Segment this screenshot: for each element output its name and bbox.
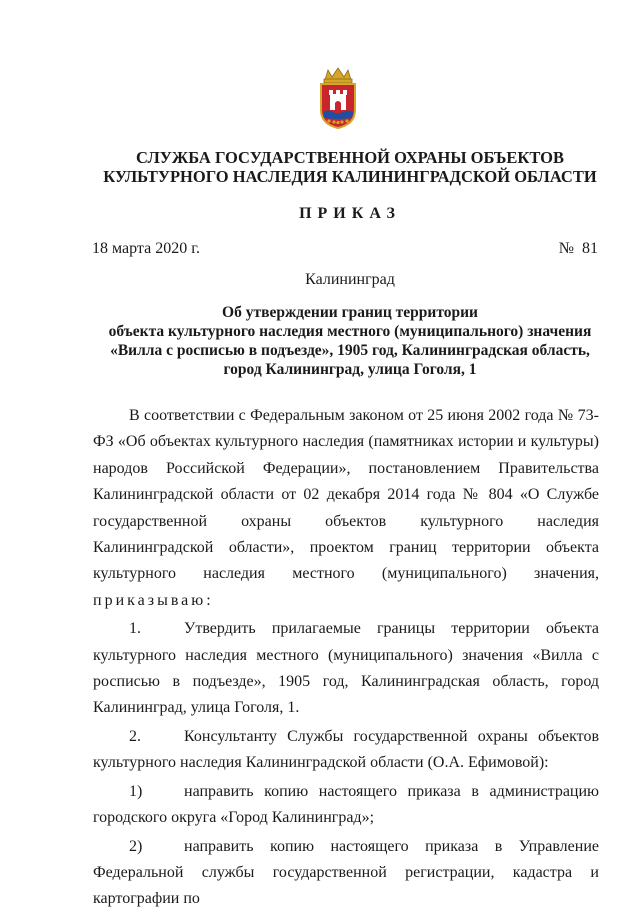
- item-2-number: 2.: [129, 727, 141, 745]
- subitem-2-text: направить копию настоящего приказа в Управление Федеральной службы государственной регистрации, кадастра и картографии по: [93, 837, 599, 908]
- subitem-1-number: 1): [129, 782, 143, 800]
- subject-line1: Об утверждении границ территории: [222, 304, 478, 321]
- city: Калининград: [305, 271, 395, 288]
- document-type: ПРИКАЗ: [299, 205, 401, 222]
- subject-line3: «Вилла с росписью в подъезде», 1905 год, Калининградская область,: [110, 342, 590, 359]
- order-body: [93, 403, 599, 913]
- number-value: 81: [582, 240, 598, 257]
- subitem-2: [93, 834, 599, 913]
- subitem-1-text: направить копию настоящего приказа в администрацию городского округа «Город Калининград»;: [93, 782, 599, 827]
- item-2: [93, 724, 599, 777]
- organization-title-line1: СЛУЖБА ГОСУДАРСТВЕННОЙ ОХРАНЫ ОБЪЕКТОВ: [135, 148, 564, 167]
- organization-title-line2: КУЛЬТУРНОГО НАСЛЕДИЯ КАЛИНИНГРАДСКОЙ ОБЛАСТИ: [103, 167, 597, 186]
- order-date: 18 марта 2020 г.: [92, 240, 200, 257]
- item-1-number: 1.: [129, 620, 141, 638]
- organization-title: [60, 148, 640, 186]
- number-sign: №: [558, 240, 574, 257]
- preamble-text: В соответствии с Федеральным законом от 25 июня 2002 года № 73-ФЗ «Об объектах культурного наследия (памятниках истории и культуры) народов Российской Федерации», постановлением Правительства Калининградской области от 02 декабря 2014 года № 804 «О Службе государственной охраны объектов культурного наследия Калининградской области», проектом границ территории объекта культурного наследия местного (муниципального) значения,: [93, 407, 599, 583]
- subject-line4: город Калининград, улица Гоголя, 1: [223, 361, 477, 378]
- order-number: [559, 240, 598, 258]
- item-2-text: Консультанту Службы государственной охраны объектов культурного наследия Калининградской области (О.А. Ефимовой):: [93, 727, 599, 772]
- item-1: [93, 616, 599, 722]
- item-1-text: Утвердить прилагаемые границы территории объекта культурного наследия местного (муниципального) значения «Вилла с росписью в подъезде», 1905 год, Калининградская область, город Калининград, улица Гоголя, 1.: [93, 620, 599, 717]
- order-subject: [60, 303, 640, 379]
- order-verb: приказываю:: [93, 591, 214, 609]
- subitem-1: [93, 779, 599, 832]
- subitem-2-number: 2): [129, 837, 143, 855]
- coat-of-arms-icon: [317, 66, 359, 130]
- subject-line2: объекта культурного наследия местного (муниципального) значения: [108, 323, 592, 340]
- preamble-paragraph: [93, 403, 599, 614]
